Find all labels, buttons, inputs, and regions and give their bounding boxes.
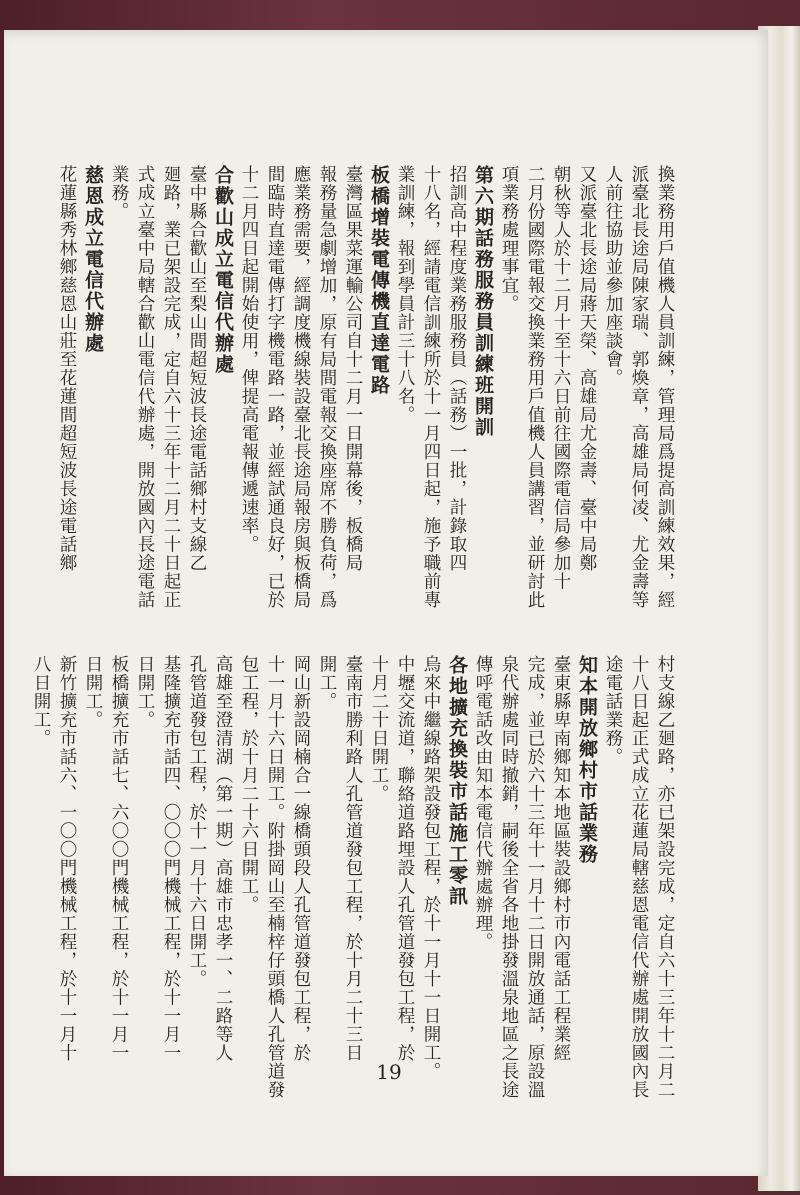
text-line: 途電話業務。 xyxy=(603,655,623,766)
text-line: 廻路，業已架設完成，定自六十三年十二月二十日起正 xyxy=(161,165,181,609)
text-line: 應業務需要，經調度機線裝設臺北長途局報房與板橋局 xyxy=(291,165,311,609)
text-line: 高雄至澄清湖（第一期）高雄市忠孝一、二路等人 xyxy=(213,655,233,1062)
text-line: 日開工。 xyxy=(83,655,103,729)
text-line: 中壢交流道，聯絡道路埋設人孔管道發包工程，於 xyxy=(395,655,415,1062)
text-line: 臺南市勝利路人孔管道發包工程，於十月二十三日 xyxy=(343,655,363,1062)
section-heading: 第六期話務服務員訓練班開訓 xyxy=(472,165,494,438)
text-line: 朝秋等人於十二月十至十六日前往國際電信局參加十 xyxy=(551,165,571,591)
text-line: 十月二十日開工。 xyxy=(369,655,389,803)
text-line: 又派臺北長途局蔣天榮、高雄局尤金壽、臺中局鄭 xyxy=(577,165,597,572)
section-heading: 合歡山成立電信代辦處 xyxy=(212,165,234,375)
text-line: 二月份國際電報交換業務用戶值機人員講習，並研討此 xyxy=(525,165,545,609)
text-line: 基隆擴充市話四、〇〇〇門機械工程，於十一月一 xyxy=(161,655,181,1062)
page-number: 19 xyxy=(376,1060,402,1084)
text-line: 完成，並已於六十三年十一月十二日開放通話，原設溫 xyxy=(525,655,545,1099)
text-line: 花蓮縣秀林鄉慈恩山莊至花蓮間超短波長途電話鄉 xyxy=(57,165,77,572)
section-heading: 知本開放鄉村市話業務 xyxy=(576,655,598,865)
text-line: 間臨時直達電傳打字機電路一路，並經試通良好，已於 xyxy=(265,165,285,609)
section-heading: 慈恩成立電信代辦處 xyxy=(82,165,104,354)
text-line: 泉代辦處同時撤銷，嗣後全省各地掛發溫泉地區之長途 xyxy=(499,655,519,1099)
top-text-block xyxy=(54,165,678,635)
bottom-text-block xyxy=(28,655,678,1155)
text-line: 包工程，於十月二十六日開工。 xyxy=(239,655,259,914)
text-line: 業訓練，報到學員計三十八名。 xyxy=(395,165,415,424)
text-line: 岡山新設岡楠合一線橋頭段人孔管道發包工程，於 xyxy=(291,655,311,1062)
text-line: 烏來中繼線路架設發包工程，於十一月十一日開工。 xyxy=(421,655,441,1081)
text-line: 招訓高中程度業務服務員（話務）一批，計錄取四 xyxy=(447,165,467,572)
text-line: 派臺北長途局陳家瑞、郭煥章，高雄局何凌、尤金壽等 xyxy=(629,165,649,609)
text-line: 板橋擴充市話七、六〇〇門機械工程，於十一月一 xyxy=(109,655,129,1062)
text-line: 報務量急劇增加，原有局間電報交換座席不勝負荷，爲 xyxy=(317,165,337,609)
text-line: 開工。 xyxy=(317,655,337,711)
section-heading: 各地擴充換裝市話施工零訊 xyxy=(446,655,468,907)
text-line: 十八名，經請電信訓練所於十一月四日起，施予職前專 xyxy=(421,165,441,609)
text-line: 孔管道發包工程，於十一月十六日開工。 xyxy=(187,655,207,988)
text-line: 臺中縣合歡山至梨山間超短波長途電話鄉村支線乙 xyxy=(187,165,207,572)
book-page xyxy=(4,30,768,1176)
text-line: 八日開工。 xyxy=(31,655,51,748)
text-line: 臺東縣卑南鄉知本地區裝設鄉村市內電話工程業經 xyxy=(551,655,571,1062)
text-line: 式成立臺中局轄合歡山電信代辦處，開放國內長途電話 xyxy=(135,165,155,609)
section-heading: 板橋增裝電傳機直達電路 xyxy=(368,165,390,396)
text-line: 新竹擴充市話六、一〇〇門機械工程，於十一月十 xyxy=(57,655,77,1062)
text-line: 臺灣區果菜運輸公司自十二月一日開幕後，板橋局 xyxy=(343,165,363,572)
text-line: 人前往協助並參加座談會。 xyxy=(603,165,623,387)
text-line: 業務。 xyxy=(109,165,129,221)
text-line: 十八日起正式成立花蓮局轄慈恩電信代辦處開放國內長 xyxy=(629,655,649,1099)
text-line: 十一月十六日開工。附掛岡山至楠梓仔頭橋人孔管道發 xyxy=(265,655,285,1099)
text-line: 日開工。 xyxy=(135,655,155,729)
text-line: 項業務處理事宜。 xyxy=(499,165,519,313)
text-line: 村支線乙廻路，亦已架設完成，定自六十三年十二月二 xyxy=(655,655,675,1099)
text-line: 傳呼電話改由知本電信代辦處辦理。 xyxy=(473,655,493,951)
text-line: 換業務用戶值機人員訓練，管理局爲提高訓練效果，經 xyxy=(655,165,675,609)
text-line: 十二月四日起開始使用，俾提高電報傳遞速率。 xyxy=(239,165,259,554)
